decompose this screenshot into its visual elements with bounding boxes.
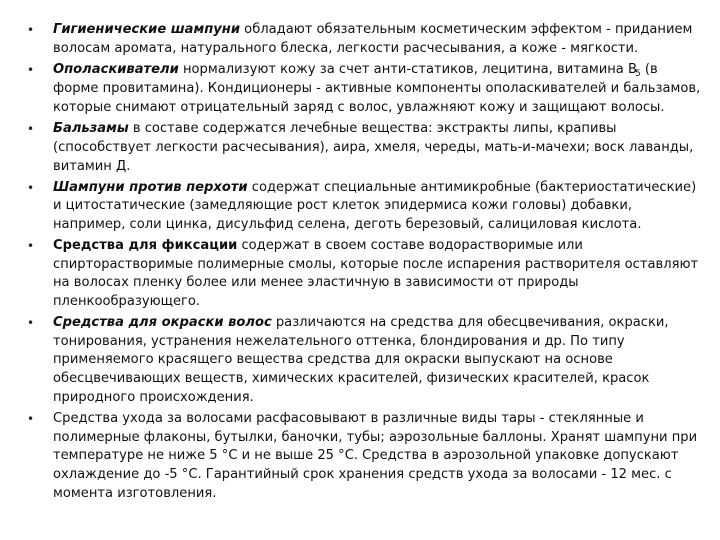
item-text-continued: (в форме провитамина). Кондиционеры - активные компоненты ополаскивателей и бальзамов, которые снимают отрицательный заряд с волос, увлажняют кожу и защищают волосы. — [53, 61, 701, 116]
bullet-icon: • — [27, 180, 35, 195]
item-text: различаются на средства для обесцвечивания, окраски, тонирования, устранения нежелательного оттенка, блондирования и др. По типу применяемого красящего вещества средства для окраски выпускают на основе обесцвечивающих веществ, химических красителей, физических красителей, красок природного происхождения. — [53, 315, 669, 405]
item-lead: Шампуни против перхоти — [53, 179, 248, 195]
item-lead: Средства для фиксации — [53, 237, 238, 253]
item-text: обладают обязательным косметическим эффектом - приданием волосам аромата, натурального блеска, легкости расчесывания, а коже - мягкости. — [53, 22, 693, 56]
bullet-icon: • — [27, 23, 35, 37]
bullet-list — [18, 21, 702, 506]
bullet-icon: • — [27, 122, 35, 137]
list-item — [18, 61, 702, 118]
bullet-icon: • — [27, 62, 35, 77]
item-lead: Гигиенические шампуни — [53, 22, 241, 37]
list-item — [18, 179, 702, 235]
item-subscript: 5 — [634, 68, 641, 79]
item-text: Средства ухода за волосами расфасовывают в различные виды тары - стеклянные и полимерные флаконы, бутылки, баночки, тубы; аэрозольные баллоны. Хранят шампуни при температуре не ниже 5 °С и не выше 25 °С. Средства в аэрозольной упаковке допускают охлаждение до -5 °С. Гарантийный срок хранения средств ухода за волосами - 12 мес. с момента изготовления. — [53, 410, 698, 501]
list-item — [18, 314, 702, 408]
item-text: содержат специальные антимикробные (бактериостатические) и цитостатические (замедляющие рост клеток эпидермиса кожи головы) добавки, например, соли цинка, дисульфид селена, деготь березовый, салициловая кислота. — [53, 179, 697, 232]
item-text: в составе содержатся лечебные вещества: экстракты липы, крапивы (способствует легкости расчесывания), аира, хмеля, череды, мать-и-мачехи; воск лаванды, витамин Д. — [53, 121, 694, 174]
item-lead: Средства для окраски волос — [53, 315, 272, 331]
list-item — [18, 237, 702, 312]
item-lead: Бальзамы — [53, 121, 129, 137]
bullet-icon: • — [27, 238, 35, 253]
bullet-icon: • — [27, 316, 35, 331]
list-item — [18, 21, 702, 58]
list-item — [18, 410, 702, 504]
list-item — [18, 120, 702, 176]
item-text: содержат в своем составе водорастворимые или спирторастворимые полимерные смолы, которые после испарения растворителя оставляют на волосах пленку более или менее эластичную в зависимости от природы пленкообразующего. — [53, 237, 699, 310]
item-lead: Ополаскиватели — [53, 61, 179, 77]
bullet-icon: • — [27, 411, 35, 426]
item-text: нормализуют кожу за счет анти-статиков, лецитина, витамина В — [178, 61, 637, 77]
